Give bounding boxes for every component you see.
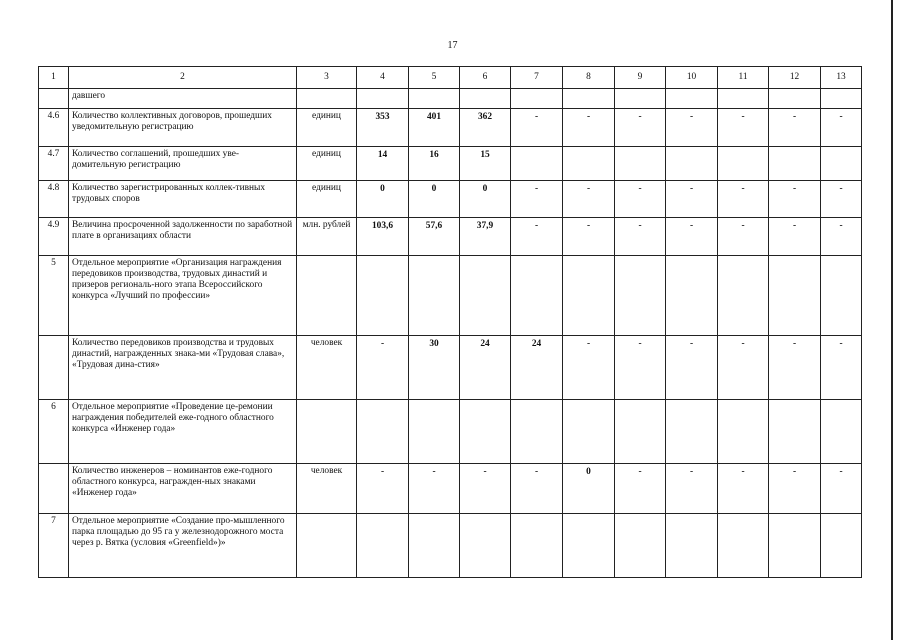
- table-row: [39, 400, 862, 464]
- value-cell: -: [769, 181, 821, 218]
- value-cell: -: [666, 218, 718, 256]
- indicator-name: Отдельное мероприятие «Проведение це-ремонии награждения победителей еже-годного областного конкурса «Инженер года»: [69, 400, 297, 464]
- value-cell: [769, 400, 821, 464]
- value-cell: [718, 89, 769, 109]
- value-cell: [357, 89, 409, 109]
- value-cell: [357, 400, 409, 464]
- value-cell: 0: [460, 181, 511, 218]
- value-cell: [460, 256, 511, 336]
- value-cell: 24: [511, 336, 563, 400]
- value-cell: -: [615, 218, 666, 256]
- value-cell: 0: [563, 464, 615, 514]
- value-cell: [460, 514, 511, 578]
- value-cell: -: [718, 218, 769, 256]
- table-row: [39, 514, 862, 578]
- column-header: 12: [769, 67, 821, 89]
- column-header: 7: [511, 67, 563, 89]
- value-cell: [615, 514, 666, 578]
- value-cell: 103,6: [357, 218, 409, 256]
- value-cell: 362: [460, 109, 511, 147]
- value-cell: -: [821, 464, 862, 514]
- value-cell: [615, 256, 666, 336]
- value-cell: -: [718, 181, 769, 218]
- page-edge-line: [891, 0, 893, 640]
- table-row: [39, 336, 862, 400]
- row-number: 7: [39, 514, 69, 578]
- value-cell: [718, 147, 769, 181]
- value-cell: [511, 147, 563, 181]
- value-cell: [511, 400, 563, 464]
- indicator-name: Количество зарегистрированных коллек-тивных трудовых споров: [69, 181, 297, 218]
- indicator-name: Количество передовиков производства и трудовых династий, награжденных знака-ми «Трудовая слава», «Трудовая дина-стия»: [69, 336, 297, 400]
- value-cell: 57,6: [409, 218, 460, 256]
- value-cell: [563, 147, 615, 181]
- value-cell: -: [511, 218, 563, 256]
- row-number: 4.9: [39, 218, 69, 256]
- value-cell: -: [511, 464, 563, 514]
- value-cell: -: [769, 218, 821, 256]
- unit-cell: [297, 514, 357, 578]
- value-cell: [409, 514, 460, 578]
- value-cell: -: [615, 109, 666, 147]
- value-cell: 15: [460, 147, 511, 181]
- value-cell: [409, 400, 460, 464]
- value-cell: [666, 514, 718, 578]
- indicator-name: давшего: [69, 89, 297, 109]
- column-header: 10: [666, 67, 718, 89]
- row-number: [39, 89, 69, 109]
- value-cell: [769, 256, 821, 336]
- value-cell: [821, 147, 862, 181]
- value-cell: -: [769, 464, 821, 514]
- value-cell: -: [563, 218, 615, 256]
- indicator-name: Количество коллективных договоров, прошедших уведомительную регистрацию: [69, 109, 297, 147]
- table-row: [39, 147, 862, 181]
- row-number: [39, 464, 69, 514]
- table-header-row: [39, 67, 862, 89]
- indicator-name: Количество инженеров – номинантов еже-годного областного конкурса, награжден-ных знаками «Инженер года»: [69, 464, 297, 514]
- row-number: 4.6: [39, 109, 69, 147]
- column-header: 6: [460, 67, 511, 89]
- value-cell: [718, 514, 769, 578]
- value-cell: -: [769, 109, 821, 147]
- value-cell: [563, 400, 615, 464]
- value-cell: -: [563, 109, 615, 147]
- row-number: 4.7: [39, 147, 69, 181]
- value-cell: -: [666, 181, 718, 218]
- value-cell: [718, 400, 769, 464]
- value-cell: -: [821, 336, 862, 400]
- table-row: [39, 256, 862, 336]
- value-cell: -: [615, 464, 666, 514]
- page-number: 17: [447, 40, 458, 51]
- value-cell: [357, 514, 409, 578]
- value-cell: [821, 400, 862, 464]
- unit-cell: человек: [297, 464, 357, 514]
- value-cell: 401: [409, 109, 460, 147]
- value-cell: [666, 89, 718, 109]
- column-header: 4: [357, 67, 409, 89]
- value-cell: -: [409, 464, 460, 514]
- value-cell: -: [563, 181, 615, 218]
- value-cell: 16: [409, 147, 460, 181]
- unit-cell: млн. рублей: [297, 218, 357, 256]
- value-cell: -: [357, 336, 409, 400]
- value-cell: 37,9: [460, 218, 511, 256]
- row-number: 5: [39, 256, 69, 336]
- value-cell: [666, 256, 718, 336]
- value-cell: -: [666, 464, 718, 514]
- value-cell: [769, 89, 821, 109]
- value-cell: -: [460, 464, 511, 514]
- value-cell: -: [615, 336, 666, 400]
- value-cell: [511, 89, 563, 109]
- unit-cell: единиц: [297, 147, 357, 181]
- value-cell: 353: [357, 109, 409, 147]
- row-number: [39, 336, 69, 400]
- column-header: 5: [409, 67, 460, 89]
- value-cell: -: [769, 336, 821, 400]
- value-cell: -: [718, 464, 769, 514]
- value-cell: [563, 89, 615, 109]
- table-row: [39, 89, 862, 109]
- column-header: 9: [615, 67, 666, 89]
- value-cell: -: [821, 109, 862, 147]
- unit-cell: [297, 400, 357, 464]
- value-cell: -: [511, 109, 563, 147]
- unit-cell: единиц: [297, 181, 357, 218]
- table-row: [39, 109, 862, 147]
- value-cell: -: [718, 336, 769, 400]
- unit-cell: единиц: [297, 109, 357, 147]
- indicator-name: Отдельное мероприятие «Создание про-мышленного парка площадью до 95 га у железнодорожного моста через р. Вятка (условия «Greenfield»)»: [69, 514, 297, 578]
- value-cell: -: [666, 109, 718, 147]
- value-cell: [769, 147, 821, 181]
- value-cell: 30: [409, 336, 460, 400]
- value-cell: 14: [357, 147, 409, 181]
- value-cell: [615, 89, 666, 109]
- value-cell: [666, 400, 718, 464]
- column-header: 2: [69, 67, 297, 89]
- table-row: [39, 464, 862, 514]
- value-cell: [357, 256, 409, 336]
- value-cell: -: [563, 336, 615, 400]
- indicator-name: Величина просроченной задолженности по заработной плате в организациях области: [69, 218, 297, 256]
- unit-cell: человек: [297, 336, 357, 400]
- value-cell: [563, 514, 615, 578]
- column-header: 11: [718, 67, 769, 89]
- row-number: 6: [39, 400, 69, 464]
- value-cell: 24: [460, 336, 511, 400]
- value-cell: -: [666, 336, 718, 400]
- value-cell: [460, 400, 511, 464]
- value-cell: -: [511, 181, 563, 218]
- value-cell: [769, 514, 821, 578]
- table-row: [39, 181, 862, 218]
- value-cell: [821, 514, 862, 578]
- column-header: 8: [563, 67, 615, 89]
- indicators-table: [38, 66, 862, 578]
- value-cell: -: [821, 181, 862, 218]
- value-cell: -: [718, 109, 769, 147]
- value-cell: [511, 256, 563, 336]
- indicator-name: Отдельное мероприятие «Организация награждения передовиков производства, трудовых династий и призеров региональ-ного этапа Всероссийского конкурса «Лучший по профессии»: [69, 256, 297, 336]
- value-cell: -: [615, 181, 666, 218]
- row-number: 4.8: [39, 181, 69, 218]
- table-body: [39, 67, 862, 578]
- value-cell: 0: [409, 181, 460, 218]
- value-cell: [409, 89, 460, 109]
- value-cell: -: [357, 464, 409, 514]
- value-cell: [615, 147, 666, 181]
- value-cell: [718, 256, 769, 336]
- table-row: [39, 218, 862, 256]
- value-cell: 0: [357, 181, 409, 218]
- unit-cell: [297, 256, 357, 336]
- value-cell: [460, 89, 511, 109]
- value-cell: [615, 400, 666, 464]
- column-header: 3: [297, 67, 357, 89]
- indicator-name: Количество соглашений, прошедших уве-домительную регистрацию: [69, 147, 297, 181]
- value-cell: [563, 256, 615, 336]
- column-header: 1: [39, 67, 69, 89]
- value-cell: [511, 514, 563, 578]
- unit-cell: [297, 89, 357, 109]
- value-cell: -: [821, 218, 862, 256]
- value-cell: [821, 256, 862, 336]
- value-cell: [666, 147, 718, 181]
- value-cell: [821, 89, 862, 109]
- column-header: 13: [821, 67, 862, 89]
- value-cell: [409, 256, 460, 336]
